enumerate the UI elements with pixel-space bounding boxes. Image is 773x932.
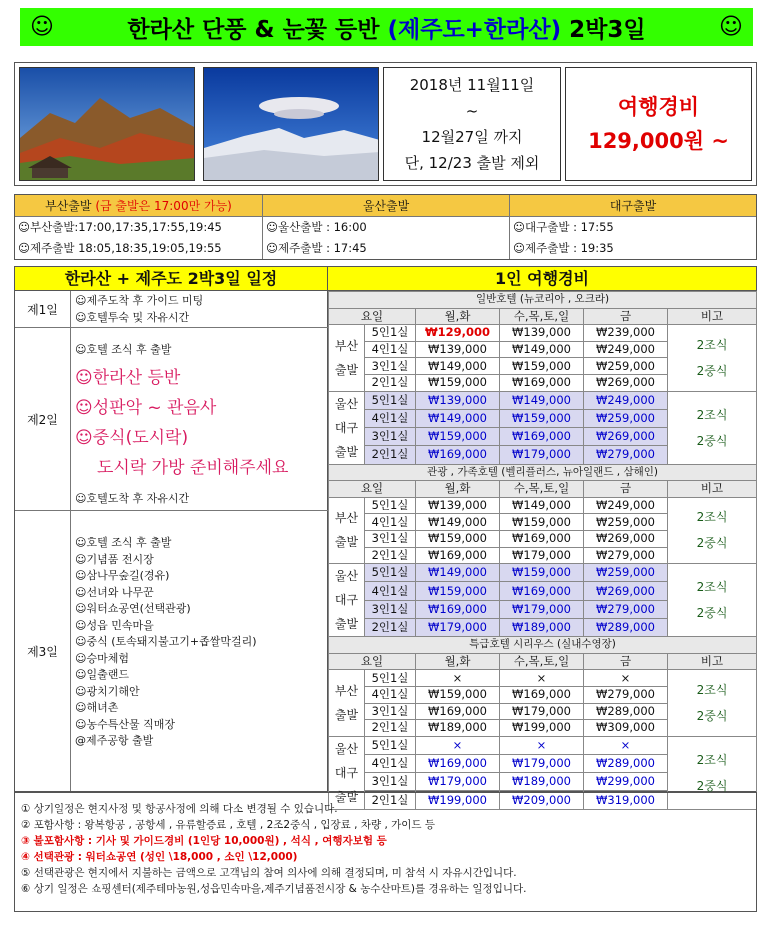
meal-note: 2조식 2중식: [668, 670, 757, 736]
price-cell: ₩169,000: [416, 754, 500, 772]
price-cell: ₩289,000: [584, 703, 668, 720]
price-cell: ₩289,000: [584, 618, 668, 636]
meal-note: 2조식 2중식: [668, 736, 757, 809]
schedule-and-price: [14, 266, 757, 807]
day3-item: ☺성읍 민속마을: [75, 618, 154, 632]
departure-busan-head: 부산출발 (금 출발은 17:00만 가능): [15, 195, 262, 217]
price-cell: ₩279,000: [584, 446, 668, 464]
room-type: 5인1실: [365, 497, 416, 514]
room-type: 2인1실: [365, 547, 416, 564]
price-cell: ₩299,000: [584, 773, 668, 791]
day3-item: ☺삼나무숲길(경유): [75, 569, 170, 582]
price-cell: ₩149,000: [500, 391, 584, 409]
price-cell: ₩269,000: [584, 582, 668, 600]
date-tilde: ~: [465, 102, 479, 120]
price-label: 여행경비: [617, 95, 700, 119]
col-mon-tue: 월,화: [416, 481, 500, 498]
col-note: 비고: [668, 308, 757, 325]
departure-busan-line: ☺부산출발:17:00,17:35,17:55,19:45: [18, 220, 222, 234]
price-cell: ₩149,000: [416, 514, 500, 531]
day2-highlight: 도시락 가방 준비해주세요: [97, 457, 289, 478]
col-mon-tue: 월,화: [416, 308, 500, 325]
price-cell: ₩259,000: [584, 564, 668, 582]
price-cell: ₩159,000: [416, 530, 500, 547]
travel-period: [383, 67, 561, 181]
departure-ulsan-head: 울산출발: [263, 195, 509, 217]
day3-label: 제3일: [15, 511, 71, 791]
price-cell: ₩169,000: [416, 600, 500, 618]
price-cell: ₩179,000: [500, 754, 584, 772]
price-cell: ₩169,000: [416, 446, 500, 464]
price-cell: ₩259,000: [584, 409, 668, 427]
hotel-name: 특급호텔 시리우스 (실내수영장): [329, 637, 757, 654]
price-row: [329, 564, 757, 582]
room-type: 2인1실: [365, 618, 416, 636]
price-cell: ₩149,000: [416, 358, 500, 375]
day2-highlight: ☺한라산 등반: [75, 367, 181, 388]
departure-daegu-line: ☺대구출발 : 17:55: [513, 220, 614, 234]
room-type: 3인1실: [365, 358, 416, 375]
price-cell: ₩149,000: [500, 497, 584, 514]
price-cell: ×: [584, 670, 668, 687]
price-cell: ₩189,000: [500, 773, 584, 791]
room-type: 5인1실: [365, 736, 416, 754]
col-day: 요일: [329, 481, 416, 498]
day2-label: 제2일: [15, 328, 71, 510]
day2-content: [75, 342, 328, 507]
departure-schedule: [14, 194, 757, 260]
hotel-row: [329, 464, 757, 481]
price-cell: ₩159,000: [500, 358, 584, 375]
departure-group: 부산 출발: [329, 670, 365, 736]
meal-note: 2조식 2중식: [668, 564, 757, 637]
room-type: 5인1실: [365, 564, 416, 582]
header-section: [14, 62, 757, 186]
smiley-icon-left: ☺: [30, 14, 54, 40]
price-cell: ₩179,000: [416, 773, 500, 791]
note-item-highlight: ④ 선택관광 : 워터쇼공연 (성인 \18,000 , 소인 \12,000): [21, 851, 298, 863]
date-start: 2018년 11월11일: [409, 76, 535, 94]
day2-highlight: ☺중식(도시락): [75, 427, 189, 448]
day1-label: 제1일: [15, 291, 71, 327]
meal-note: 2조식 2중식: [668, 391, 757, 464]
price-cell: ₩249,000: [584, 341, 668, 358]
day3-item: ☺선녀와 나무꾼: [75, 585, 154, 599]
column-header-row: [329, 308, 757, 325]
price-cell: ₩159,000: [500, 564, 584, 582]
departure-group: 부산 출발: [329, 497, 365, 563]
departure-busan: [15, 195, 263, 259]
price-cell: ₩319,000: [584, 791, 668, 809]
snow-mountain-photo: [203, 67, 379, 181]
col-mon-tue: 월,화: [416, 653, 500, 670]
departure-group: 울산 대구 출발: [329, 391, 365, 464]
day3-content: [75, 535, 328, 750]
price-cell: ₩129,000: [416, 325, 500, 342]
price-cell: ₩189,000: [416, 720, 500, 737]
day3-item: ☺광치기해안: [75, 684, 140, 698]
price-cell: ₩249,000: [584, 391, 668, 409]
room-type: 4인1실: [365, 582, 416, 600]
departure-ulsan-line: ☺울산출발 : 16:00: [266, 220, 367, 234]
price-cell: ₩309,000: [584, 720, 668, 737]
col-note: 비고: [668, 481, 757, 498]
price-summary: [565, 67, 752, 181]
room-type: 4인1실: [365, 409, 416, 427]
price-row: [329, 497, 757, 514]
note-item: ⑤ 선택관광은 현지에서 지불하는 금액으로 고객님의 참여 의사에 의해 결정되며, 미 참석 시 자유시간입니다.: [21, 867, 517, 879]
departure-busan-return: ☺제주출발 18:05,18:35,19:05,19:55: [18, 241, 222, 255]
price-cell: ₩249,000: [584, 497, 668, 514]
room-type: 2인1실: [365, 446, 416, 464]
room-type: 3인1실: [365, 600, 416, 618]
price-cell: ₩159,000: [416, 582, 500, 600]
room-type: 4인1실: [365, 514, 416, 531]
room-type: 2인1실: [365, 791, 416, 809]
price-cell: ₩169,000: [500, 374, 584, 391]
departure-ulsan: [263, 195, 510, 259]
price-cell: ₩169,000: [500, 428, 584, 446]
room-type: 5인1실: [365, 391, 416, 409]
page-title-banner: [20, 8, 753, 46]
note-item: ① 상기일정은 현지사정 및 항공사정에 의해 다소 변경될 수 있습니다.: [21, 803, 338, 815]
price-cell: ₩239,000: [584, 325, 668, 342]
price-cell: ₩179,000: [416, 618, 500, 636]
day3-item: ☺호텔 조식 후 출발: [75, 536, 172, 549]
price-cell: ₩189,000: [500, 618, 584, 636]
meal-note: 2조식 2중식: [668, 497, 757, 563]
price-cell: ₩169,000: [500, 530, 584, 547]
day1-item: ☺호텔투숙 및 자유시간: [75, 310, 190, 324]
departure-group: 울산 대구 출발: [329, 736, 365, 809]
meal-note: 2조식 2중식: [668, 325, 757, 391]
day1: [15, 291, 328, 328]
price-cell: ₩169,000: [416, 547, 500, 564]
price-cell: ₩139,000: [500, 325, 584, 342]
price-value: 129,000원 ~: [588, 129, 729, 153]
departure-daegu: [510, 195, 756, 259]
departure-daegu-head: 대구출발: [510, 195, 756, 217]
price-cell: ₩209,000: [500, 791, 584, 809]
day1-content: [75, 293, 328, 326]
hotel-name: 일반호텔 (뉴코리아 , 오크라): [329, 292, 757, 309]
date-exception: 단, 12/23 출발 제외: [404, 154, 540, 172]
price-cell: ₩279,000: [584, 686, 668, 703]
price-cell: ₩179,000: [500, 600, 584, 618]
day3-item: ☺해녀촌: [75, 701, 119, 714]
price-cell: ₩159,000: [416, 374, 500, 391]
room-type: 4인1실: [365, 341, 416, 358]
smiley-icon-right: ☺: [719, 14, 743, 40]
price-cell: ₩199,000: [416, 791, 500, 809]
price-cell: ₩259,000: [584, 514, 668, 531]
price-cell: ₩159,000: [500, 514, 584, 531]
price-cell: ₩169,000: [500, 686, 584, 703]
departure-daegu-return: ☺제주출발 : 19:35: [513, 241, 614, 255]
hotel-name: 관광 , 가족호텔 (벨리플러스, 뉴아일랜드 , 삼해인): [329, 464, 757, 481]
note-item-highlight: ③ 불포함사항 : 기사 및 가이드경비 (1인당 10,000원) , 석식 , 여행자보험 등: [21, 835, 387, 847]
price-row: [329, 736, 757, 754]
day2-highlight: ☺성판악 ~ 관음사: [75, 397, 217, 418]
day2: [15, 328, 328, 511]
itinerary-title: 한라산 + 제주도 2박3일 일정: [15, 267, 327, 291]
note-item: ⑥ 상기 일정은 쇼핑센터(제주테마농원,성읍민속마을,제주기념품전시장 & 농수산마트)를 경유하는 일정입니다.: [21, 883, 527, 895]
room-type: 3인1실: [365, 773, 416, 791]
hotel-row: [329, 637, 757, 654]
price-cell: ₩269,000: [584, 530, 668, 547]
price-cell: ₩199,000: [500, 720, 584, 737]
col-day: 요일: [329, 653, 416, 670]
price-cell: ×: [584, 736, 668, 754]
room-type: 3인1실: [365, 530, 416, 547]
day2-item: ☺호텔도착 후 자유시간: [75, 491, 190, 505]
room-type: 5인1실: [365, 325, 416, 342]
day3-item: ☺워터쇼공연(선택관광): [75, 602, 191, 615]
price-cell: ×: [416, 736, 500, 754]
col-fri: 금: [584, 653, 668, 670]
price-cell: ×: [416, 670, 500, 687]
col-fri: 금: [584, 308, 668, 325]
price-cell: ₩179,000: [500, 547, 584, 564]
day3-item: ☺기념품 전시장: [75, 552, 154, 566]
column-header-row: [329, 653, 757, 670]
price-cell: ₩279,000: [584, 547, 668, 564]
price-cell: ×: [500, 670, 584, 687]
departure-group: 부산 출발: [329, 325, 365, 391]
price-cell: ₩149,000: [416, 409, 500, 427]
day3-item: ☺승마체험: [75, 651, 129, 665]
price-cell: ₩149,000: [416, 564, 500, 582]
price-cell: ₩159,000: [416, 428, 500, 446]
price-table-title: 1인 여행경비: [328, 267, 756, 291]
day3: [15, 511, 328, 791]
price-cell: ₩289,000: [584, 754, 668, 772]
date-end: 12월27일 까지: [421, 128, 523, 146]
room-type: 4인1실: [365, 686, 416, 703]
notes-section: [14, 792, 757, 912]
price-cell: ₩159,000: [416, 686, 500, 703]
day3-item: ☺중식 (토속돼지불고기+좁쌀막걸리): [75, 635, 257, 648]
room-type: 3인1실: [365, 428, 416, 446]
room-type: 3인1실: [365, 703, 416, 720]
col-wed-sun: 수,목,토,일: [500, 308, 584, 325]
price-row: [329, 670, 757, 687]
price-cell: ₩169,000: [500, 582, 584, 600]
departure-group: 울산 대구 출발: [329, 564, 365, 637]
note-item: ② 포함사항 : 왕복항공 , 공항세 , 유류할증료 , 호텔 , 2조2중식 , 입장료 , 차량 , 가이드 등: [21, 819, 436, 831]
itinerary: [15, 267, 328, 791]
col-wed-sun: 수,목,토,일: [500, 481, 584, 498]
page-title: 한라산 단풍 & 눈꽃 등반 (제주도+한라산) 2박3일: [127, 16, 646, 43]
column-header-row: [329, 481, 757, 498]
autumn-mountain-photo: [19, 67, 195, 181]
price-cell: ₩179,000: [500, 703, 584, 720]
price-cell: ₩149,000: [500, 341, 584, 358]
day1-item: ☺제주도착 후 가이드 미팅: [75, 294, 204, 307]
price-cell: ₩139,000: [416, 497, 500, 514]
day3-item: ☺일출랜드: [75, 668, 129, 681]
price-cell: ₩139,000: [416, 341, 500, 358]
price-cell: ₩179,000: [500, 446, 584, 464]
room-type: 5인1실: [365, 670, 416, 687]
day3-item: @제주공항 출발: [75, 734, 154, 747]
col-fri: 금: [584, 481, 668, 498]
price-cell: ×: [500, 736, 584, 754]
price-cell: ₩169,000: [416, 703, 500, 720]
price-cell: ₩269,000: [584, 428, 668, 446]
price-panel: [328, 267, 756, 807]
day2-item: ☺호텔 조식 후 출발: [75, 343, 172, 356]
price-cell: ₩279,000: [584, 600, 668, 618]
price-table: [328, 291, 757, 810]
room-type: 2인1실: [365, 720, 416, 737]
hotel-row: [329, 292, 757, 309]
col-day: 요일: [329, 308, 416, 325]
price-cell: ₩139,000: [416, 391, 500, 409]
price-cell: ₩259,000: [584, 358, 668, 375]
col-wed-sun: 수,목,토,일: [500, 653, 584, 670]
price-row: [329, 391, 757, 409]
departure-ulsan-return: ☺제주출발 : 17:45: [266, 241, 367, 255]
price-row: [329, 325, 757, 342]
price-cell: ₩159,000: [500, 409, 584, 427]
room-type: 2인1실: [365, 374, 416, 391]
day3-item: ☺농수특산물 직매장: [75, 717, 175, 731]
room-type: 4인1실: [365, 754, 416, 772]
price-cell: ₩269,000: [584, 374, 668, 391]
col-note: 비고: [668, 653, 757, 670]
